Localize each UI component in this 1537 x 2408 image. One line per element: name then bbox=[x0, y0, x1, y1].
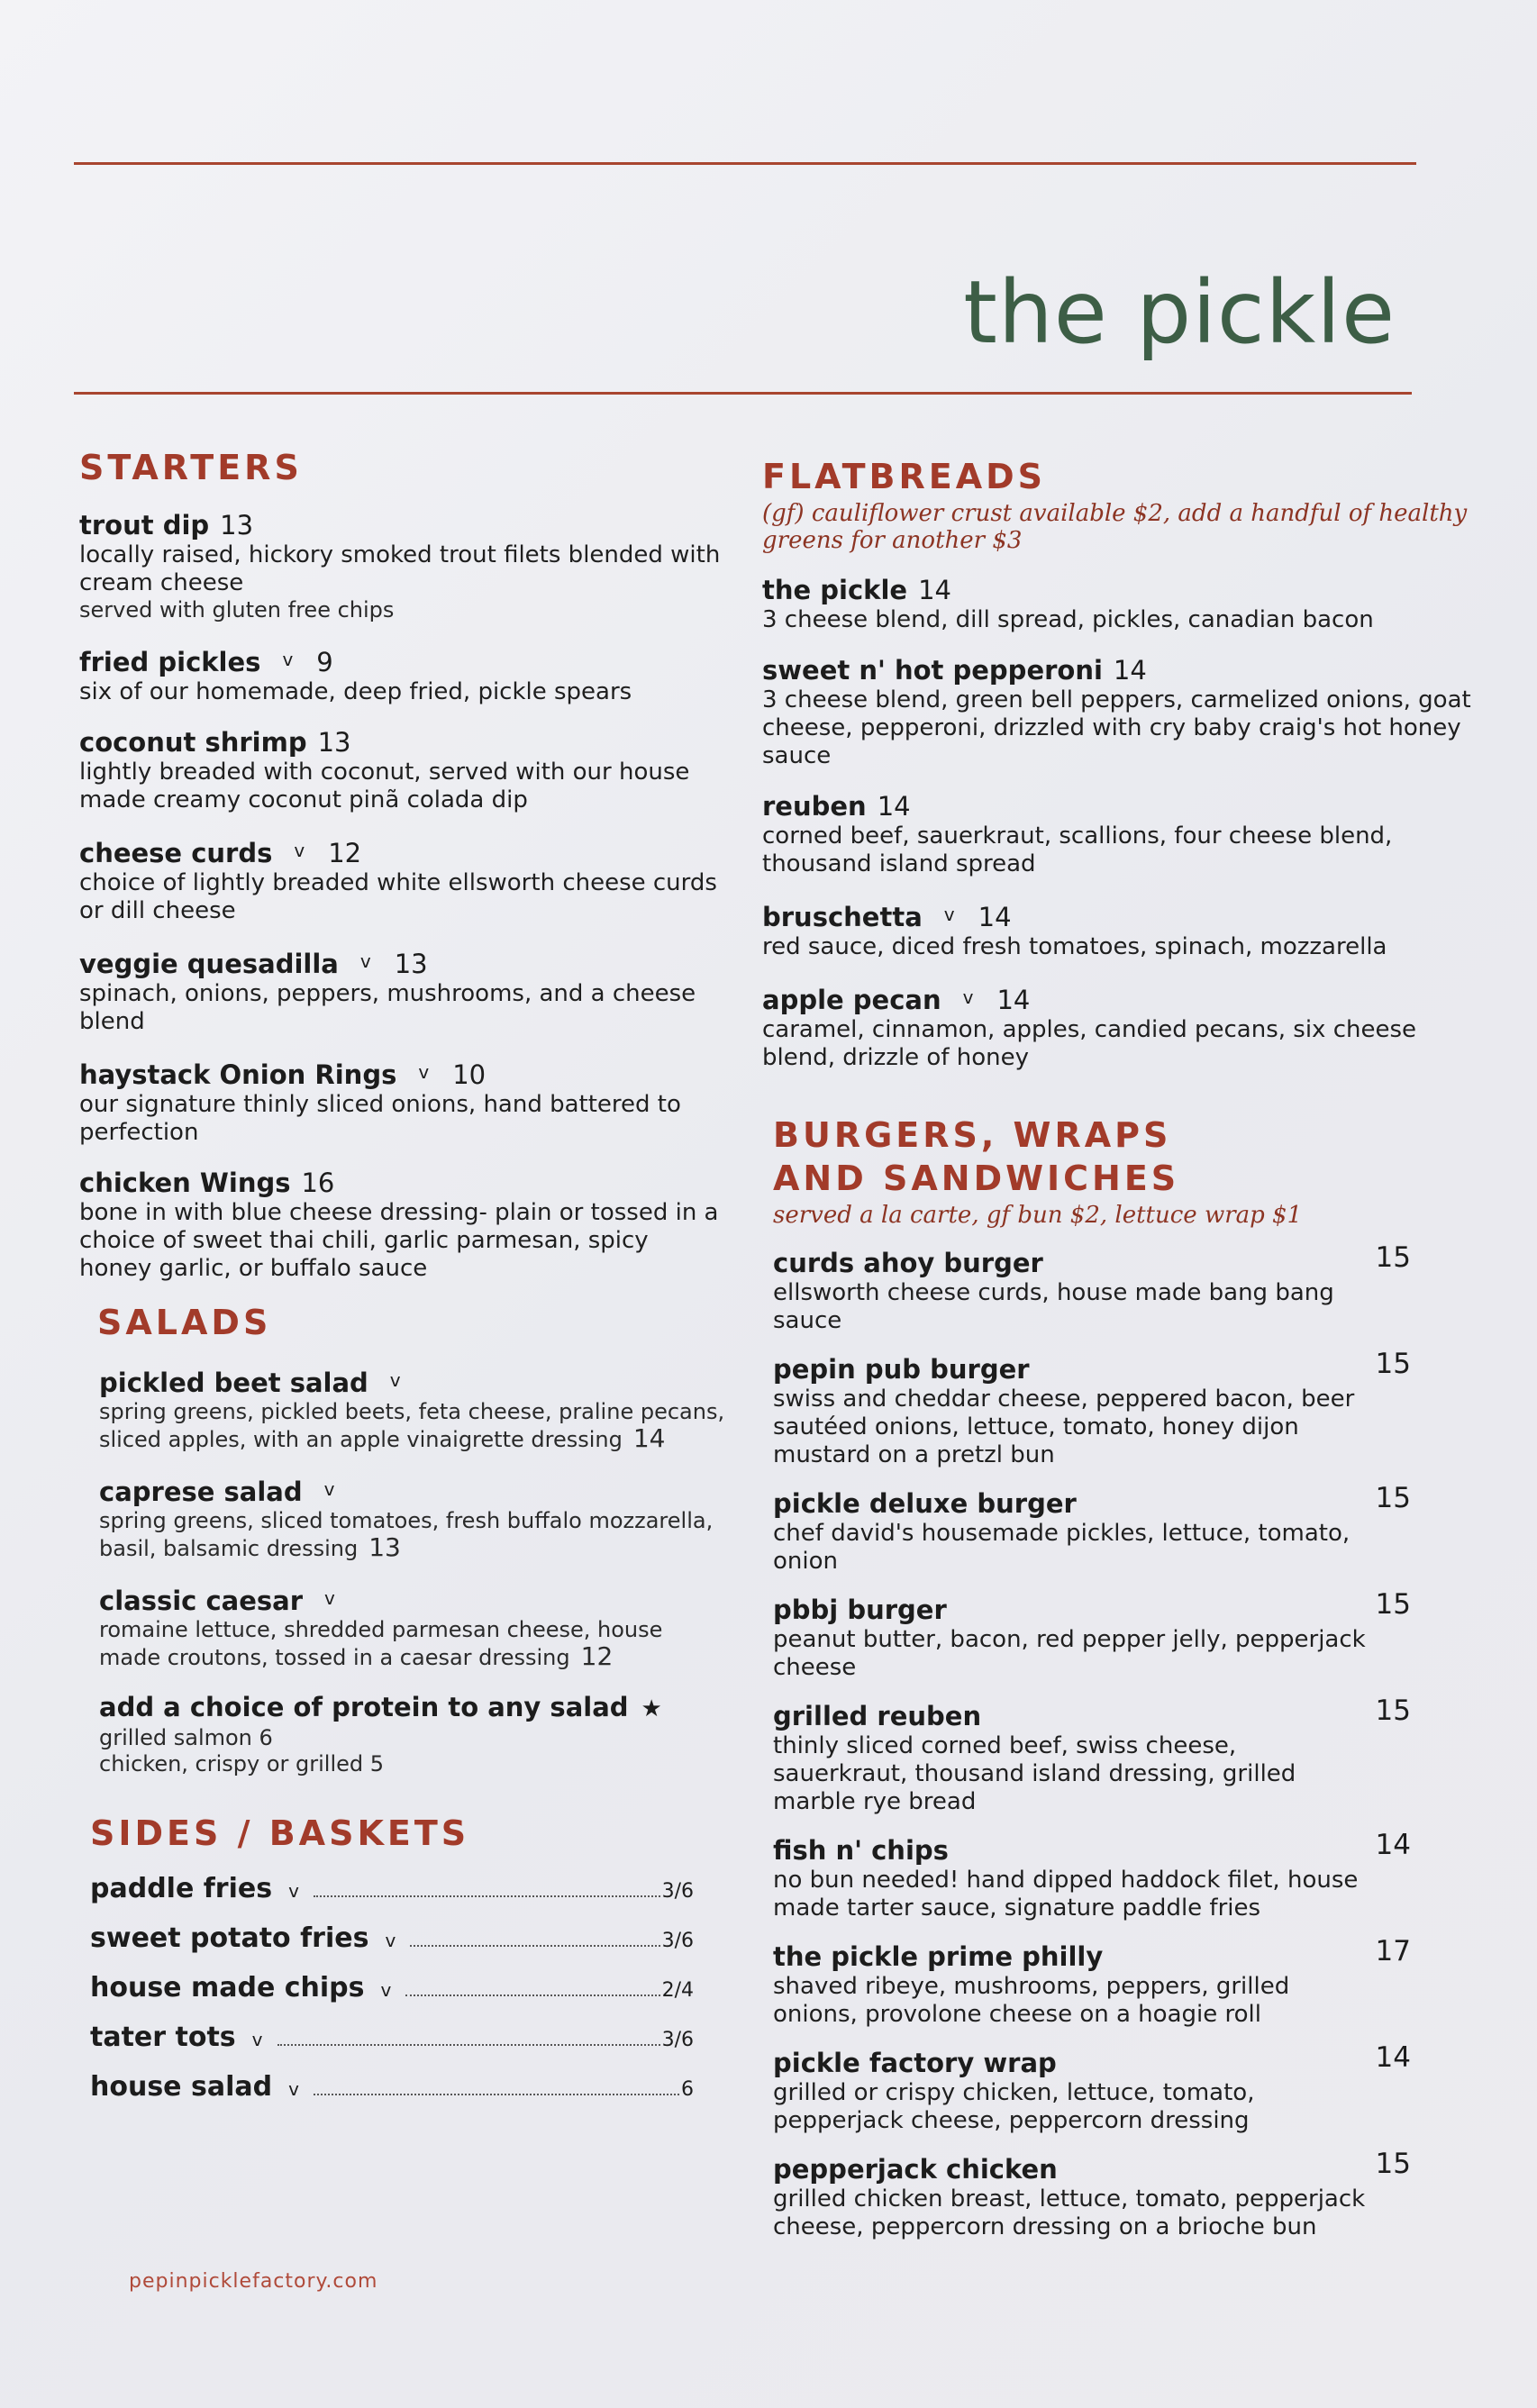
flatbread-price: 14 bbox=[918, 575, 951, 605]
salad-name: pickled beet salad bbox=[99, 1368, 368, 1398]
salad-desc bbox=[99, 1508, 728, 1562]
side-item bbox=[90, 1972, 694, 2004]
vegetarian-mark: v bbox=[359, 950, 371, 972]
salads-heading: SALADS bbox=[97, 1303, 272, 1342]
flatbread-price: 14 bbox=[1113, 655, 1147, 686]
flatbreads-heading: FLATBREADS bbox=[762, 457, 1047, 496]
flatbread-name: bruschetta bbox=[762, 902, 923, 932]
starter-item bbox=[79, 643, 728, 706]
burger-name: the pickle prime philly bbox=[773, 1941, 1104, 1972]
salad-desc-text: spring greens, sliced tomatoes, fresh buffalo mozzarella, basil, balsamic dressing bbox=[99, 1508, 714, 1561]
starter-desc: lightly breaded with coconut, served with our house made creamy coconut pinã colada dip bbox=[79, 759, 690, 813]
burger-item bbox=[773, 1935, 1483, 2029]
burger-desc: chef david's housemade pickles, lettuce, tomato, onion bbox=[773, 1520, 1351, 1575]
starter-item-head bbox=[79, 1056, 728, 1091]
bottom-rule bbox=[74, 392, 1412, 395]
top-rule bbox=[74, 162, 1416, 165]
vegetarian-mark: v bbox=[288, 1880, 299, 1902]
burger-price: 15 bbox=[1375, 1241, 1411, 1274]
starter-item bbox=[79, 509, 728, 623]
salads-list bbox=[99, 1364, 728, 1671]
dot-leader bbox=[314, 1895, 660, 1897]
burger-price: 14 bbox=[1375, 1829, 1411, 1861]
flatbread-desc: red sauce, diced fresh tomatoes, spinach, mozzarella bbox=[762, 933, 1387, 960]
flatbread-desc: caramel, cinnamon, apples, candied pecans, six cheese blend, drizzle of honey bbox=[762, 1016, 1417, 1071]
burger-desc: peanut butter, bacon, red pepper jelly, pepperjack cheese bbox=[773, 1626, 1366, 1681]
sides-section bbox=[90, 1812, 728, 2103]
burgers-heading: BURGERS, WRAPS AND SANDWICHES bbox=[773, 1115, 1180, 1198]
starters-section bbox=[79, 446, 728, 1283]
flatbread-name: sweet n' hot pepperoni bbox=[762, 655, 1103, 686]
vegetarian-mark: v bbox=[962, 986, 974, 1008]
starter-desc: six of our homemade, deep fried, pickle spears bbox=[79, 678, 632, 705]
side-name: sweet potato fries bbox=[90, 1922, 369, 1954]
starter-price: 9 bbox=[316, 647, 333, 677]
flatbread-name: apple pecan bbox=[762, 985, 941, 1015]
sides-heading: SIDES / BASKETS bbox=[90, 1813, 470, 1853]
side-item bbox=[90, 2022, 694, 2053]
protein-addon-title: add a choice of protein to any salad bbox=[99, 1692, 629, 1722]
salad-item bbox=[99, 1364, 728, 1453]
starter-price: 13 bbox=[394, 949, 428, 979]
starter-item bbox=[79, 1167, 728, 1283]
flatbreads-section bbox=[762, 455, 1483, 1072]
side-name: house made chips bbox=[90, 1972, 365, 2004]
starter-name: coconut shrimp bbox=[79, 727, 307, 758]
burger-desc: thinly sliced corned beef, swiss cheese, sauerkraut, thousand island dressing, grilled marble rye bread bbox=[773, 1732, 1296, 1815]
left-column bbox=[79, 446, 728, 2103]
salad-item-head bbox=[99, 1582, 728, 1617]
starter-item-head bbox=[79, 1167, 728, 1199]
starter-item-head bbox=[79, 726, 728, 759]
dot-leader bbox=[277, 2044, 660, 2046]
starter-price: 16 bbox=[301, 1168, 335, 1198]
vegetarian-mark: v bbox=[282, 649, 294, 670]
burger-price: 15 bbox=[1375, 1588, 1411, 1621]
salad-desc-text: romaine lettuce, shredded parmesan cheese, house made croutons, tossed in a caesar dressing bbox=[99, 1617, 663, 1670]
starter-price: 10 bbox=[452, 1059, 487, 1090]
starter-name: chicken Wings bbox=[79, 1168, 291, 1198]
burger-desc: ellsworth cheese curds, house made bang bang sauce bbox=[773, 1279, 1334, 1334]
side-price: 6 bbox=[681, 2078, 694, 2101]
starter-item bbox=[79, 1056, 728, 1147]
star-icon: ★ bbox=[641, 1695, 662, 1722]
burger-item bbox=[773, 1482, 1483, 1576]
burger-price: 15 bbox=[1375, 2148, 1411, 2180]
burger-name: pbbj burger bbox=[773, 1595, 947, 1625]
side-price: 3/6 bbox=[661, 2029, 694, 2051]
protein-chicken: chicken, crispy or grilled 5 bbox=[99, 1751, 385, 1776]
vegetarian-mark: v bbox=[323, 1478, 335, 1500]
salad-price: 12 bbox=[580, 1641, 614, 1671]
starter-name: trout dip bbox=[79, 510, 210, 541]
salad-item-head bbox=[99, 1473, 728, 1508]
restaurant-title: the pickle bbox=[963, 262, 1396, 364]
salad-item bbox=[99, 1582, 728, 1671]
burger-item bbox=[773, 2041, 1483, 2135]
flatbread-desc: 3 cheese blend, green bell peppers, carmelized onions, goat cheese, pepperoni, drizzled with cry baby craig's hot honey sauce bbox=[762, 686, 1471, 769]
starters-list bbox=[79, 509, 728, 1283]
burger-item bbox=[773, 2148, 1483, 2241]
starter-name: fried pickles bbox=[79, 647, 261, 677]
starter-name: haystack Onion Rings bbox=[79, 1059, 397, 1090]
vegetarian-mark: v bbox=[288, 2078, 299, 2100]
salad-desc-text: spring greens, pickled beets, feta cheese, praline pecans, sliced apples, with an apple vinaigrette dressing bbox=[99, 1399, 725, 1452]
starter-item-head bbox=[79, 945, 728, 980]
salads-section bbox=[79, 1301, 728, 1777]
starter-desc: our signature thinly sliced onions, hand battered to perfection bbox=[79, 1091, 681, 1146]
dot-leader bbox=[314, 2094, 679, 2095]
flatbread-name: the pickle bbox=[762, 575, 908, 605]
starter-item bbox=[79, 726, 728, 814]
salad-item bbox=[99, 1473, 728, 1562]
burger-item bbox=[773, 1348, 1483, 1469]
flatbread-item-head bbox=[762, 898, 1483, 933]
burger-name: pickle factory wrap bbox=[773, 2048, 1057, 2078]
vegetarian-mark: v bbox=[385, 1930, 396, 1951]
burger-desc: grilled chicken breast, lettuce, tomato, pepperjack cheese, peppercorn dressing on a brioche bun bbox=[773, 2185, 1366, 2240]
flatbread-name: reuben bbox=[762, 791, 867, 822]
flatbread-item bbox=[762, 574, 1483, 634]
burger-item bbox=[773, 1695, 1483, 1816]
burgers-list bbox=[773, 1241, 1483, 2241]
dot-leader bbox=[410, 1945, 659, 1947]
burger-name: grilled reuben bbox=[773, 1701, 982, 1731]
flatbread-desc: 3 cheese blend, dill spread, pickles, canadian bacon bbox=[762, 606, 1374, 633]
vegetarian-mark: v bbox=[389, 1369, 401, 1391]
burger-price: 15 bbox=[1375, 1348, 1411, 1380]
starter-name: cheese curds bbox=[79, 838, 273, 868]
burgers-note: served a la carte, gf bun $2, lettuce wrap $1 bbox=[773, 1202, 1303, 1229]
burger-name: curds ahoy burger bbox=[773, 1248, 1043, 1278]
flatbread-price: 14 bbox=[996, 985, 1031, 1015]
salad-desc bbox=[99, 1399, 728, 1453]
flatbread-item bbox=[762, 898, 1483, 961]
dot-leader bbox=[405, 1995, 659, 1996]
sides-list bbox=[90, 1873, 728, 2103]
vegetarian-mark: v bbox=[251, 2029, 263, 2050]
starter-price: 13 bbox=[317, 727, 351, 758]
burger-item bbox=[773, 1588, 1483, 1682]
protein-salmon: grilled salmon 6 bbox=[99, 1725, 273, 1750]
side-item bbox=[90, 2071, 694, 2103]
starter-item bbox=[79, 834, 728, 925]
salad-item-head bbox=[99, 1364, 728, 1399]
burger-item bbox=[773, 1241, 1483, 1335]
starter-price: 12 bbox=[328, 838, 362, 868]
starter-desc: bone in with blue cheese dressing- plain or tossed in a choice of sweet thai chili, garlic parmesan, spicy honey garlic, or buffalo sauce bbox=[79, 1199, 719, 1282]
vegetarian-mark: v bbox=[380, 1979, 392, 2001]
burger-desc: grilled or crispy chicken, lettuce, tomato, pepperjack cheese, peppercorn dressing bbox=[773, 2079, 1255, 2134]
website-link[interactable]: pepinpicklefactory.com bbox=[129, 2270, 378, 2293]
starter-note: served with gluten free chips bbox=[79, 597, 395, 622]
starter-name: veggie quesadilla bbox=[79, 949, 339, 979]
side-item bbox=[90, 1922, 694, 1954]
burger-price: 15 bbox=[1375, 1482, 1411, 1514]
burger-item bbox=[773, 1829, 1483, 1922]
burger-price: 17 bbox=[1375, 1935, 1411, 1967]
burger-name: fish n' chips bbox=[773, 1835, 949, 1866]
side-price: 3/6 bbox=[661, 1880, 694, 1903]
burger-price: 14 bbox=[1375, 2041, 1411, 2074]
burger-name: pickle deluxe burger bbox=[773, 1488, 1077, 1519]
starters-heading: STARTERS bbox=[79, 448, 303, 487]
salad-price: 13 bbox=[368, 1532, 401, 1562]
flatbread-item bbox=[762, 790, 1483, 878]
side-price: 3/6 bbox=[661, 1930, 694, 1952]
starter-item-head bbox=[79, 509, 728, 541]
flatbread-item-head bbox=[762, 790, 1483, 822]
flatbread-item bbox=[762, 654, 1483, 770]
salad-name: classic caesar bbox=[99, 1586, 304, 1616]
starter-desc: locally raised, hickory smoked trout filets blended with cream cheese bbox=[79, 541, 721, 596]
burger-name: pepin pub burger bbox=[773, 1354, 1030, 1385]
flatbread-item-head bbox=[762, 574, 1483, 606]
flatbread-item-head bbox=[762, 981, 1483, 1016]
burger-price: 15 bbox=[1375, 1695, 1411, 1727]
burgers-section bbox=[773, 1113, 1483, 2241]
starter-price: 13 bbox=[220, 510, 254, 541]
salad-name: caprese salad bbox=[99, 1477, 303, 1507]
flatbread-price: 14 bbox=[978, 902, 1012, 932]
burger-name: pepperjack chicken bbox=[773, 2154, 1058, 2185]
flatbread-item-head bbox=[762, 654, 1483, 686]
salad-price: 14 bbox=[632, 1423, 666, 1453]
side-name: paddle fries bbox=[90, 1873, 273, 1904]
flatbreads-list bbox=[762, 574, 1483, 1072]
vegetarian-mark: v bbox=[324, 1587, 335, 1609]
starter-item bbox=[79, 945, 728, 1036]
side-item bbox=[90, 1873, 694, 1904]
flatbreads-note: (gf) cauliflower crust available $2, add a handful of healthy greens for another $3 bbox=[762, 500, 1468, 554]
starter-item-head bbox=[79, 643, 728, 678]
side-name: tater tots bbox=[90, 2022, 236, 2053]
burger-desc: swiss and cheddar cheese, peppered bacon, beer sautéed onions, lettuce, tomato, honey dijon mustard on a pretzl bun bbox=[773, 1386, 1355, 1468]
salad-desc bbox=[99, 1617, 728, 1671]
starter-desc: choice of lightly breaded white ellsworth cheese curds or dill cheese bbox=[79, 869, 717, 924]
flatbread-price: 14 bbox=[877, 791, 911, 822]
vegetarian-mark: v bbox=[943, 904, 955, 925]
vegetarian-mark: v bbox=[418, 1061, 430, 1083]
flatbread-desc: corned beef, sauerkraut, scallions, four cheese blend, thousand island spread bbox=[762, 822, 1393, 877]
starter-item-head bbox=[79, 834, 728, 869]
starter-desc: spinach, onions, peppers, mushrooms, and a cheese blend bbox=[79, 980, 696, 1035]
side-name: house salad bbox=[90, 2071, 273, 2103]
burger-desc: shaved ribeye, mushrooms, peppers, grilled onions, provolone cheese on a hoagie roll bbox=[773, 1973, 1290, 2028]
burger-desc: no bun needed! hand dipped haddock filet, house made tarter sauce, signature paddle fries bbox=[773, 1867, 1359, 1922]
vegetarian-mark: v bbox=[294, 840, 305, 861]
side-price: 2/4 bbox=[661, 1979, 694, 2002]
protein-addon bbox=[99, 1691, 728, 1777]
flatbread-item bbox=[762, 981, 1483, 1072]
right-column bbox=[762, 455, 1483, 2241]
